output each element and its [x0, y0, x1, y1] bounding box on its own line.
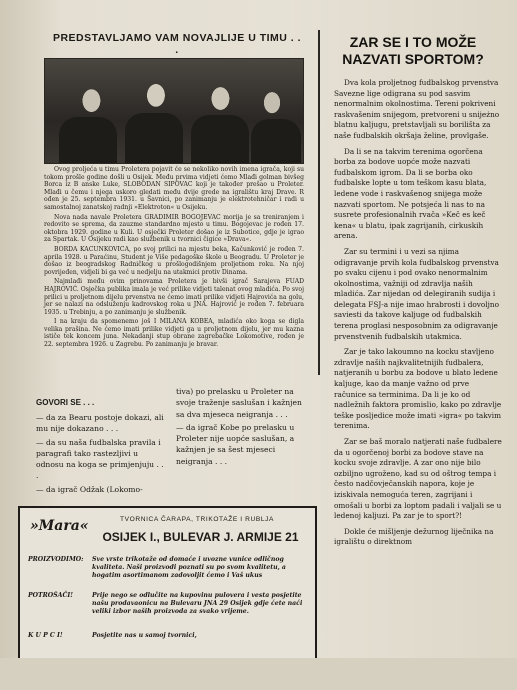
- left-article-headline: PREDSTAVLJAMO VAM NOVAJLIJE U TIMU . . .: [52, 32, 302, 56]
- right-article-paragraph: Dva kola proljetnog fudbalskog prvenstva Savezne lige odigrana su pod sasvim nenormalnim okolnostima. Tereni pokriveni raskvašenim snijegom, pretvoreni u snijeżno blatnu kaljugu, pretstavljali su borilišta za naše fudbalskih okršaja želine, provlgaše.: [334, 78, 500, 140]
- ad-row-label: K U P C I!: [28, 632, 63, 639]
- right-article-paragraph: Da li se na takvim terenima ogorčena borba za bodove uopće može nazvati fudbalskom igrom. Da li se borba oko fudbalske lopte u tom teškom kasu blata, ledene vode i raskvašenog snijega može nazvati sportom. Ne potsjeća li nas to na susrete profesionalnih rvača »Keč es keč kena« u blatu, ipak zagrijanih, cirkuskih arena.: [334, 146, 487, 241]
- left-article-body: [44, 166, 304, 351]
- govori-se-item: — da za Bearu postoje dokazi, ali mu nije dokazano . . .: [36, 413, 164, 434]
- player-figure: [125, 113, 183, 163]
- govori-se-item: — da igrač Odžak (Lokomo-: [36, 484, 143, 494]
- mara-advertisement: [18, 506, 317, 660]
- left-article-paragraph: BORDA KACUNKOVICA, po svoj prilici na mjestu beka, Kačunković je rođen 7. aprila 1928. u Paraćinu, Student je Više pedagoške škole u Beogradu. U Proleter je došao iz beogradskog Radničkog u prošlogodišnjem proljetnom roku. Na njoj povrijeđen, vidjeli bi ga već u nedjelju na utakmici protiv Dinama.: [44, 245, 304, 276]
- page-bottom-edge: [0, 658, 517, 690]
- factory-description: TVORNICA ČARAPA, TRIKOTAŽE I RUBLJA: [120, 516, 274, 523]
- ad-row-text: Sve vrste trikotaže od domaće i uvozne vunice odličnog kvaliteta. Naši proizvodi poznati su po svom kvalitetu, a hogatim asortimanom zadovoljit ćemo i Vaš ukus: [92, 556, 286, 579]
- ad-row-text: Posjetite nas u samoj tvornici,: [92, 632, 197, 639]
- right-article-paragraph: Zar je tako lakoumno na kocku stavljeno zdravlje naših najkvalitetnijih fudbalera, natjeranih u borbu za bodove u blato ledene kaljuge, kao da manje važno od prve računice sa terminima. Da li je ko od nadležnih faktora promislio, kako po zdravlje teške posljedice može imati »igra« po takvim terenima.: [334, 347, 502, 431]
- left-article-paragraph: Nova nada navale Proletera GRADIMIR BOGOJEVAC morija je sa treniranjem i redovito se sprema, da zauzme standardno mjesto u timu. Bogojevac je rođen 17. oktobra 1929. godine u Kuli. U osječki Proleter došao je iz Subotice, gdje je igrao za Spartak. U Osijeku radi kao službenik u tvornici čigice »Drava«.: [44, 213, 304, 244]
- right-article-paragraph: Zar se baš moralo natjerati naše fudbalere da u ogorčenoj borbi za bodove stave na kocku svoje zdravlje. A zar ono nije bilo ozbiljno ugroženo, kad su od oštrog tempa i često nadčovječanskih napora, koje je iziskivala nemoguća teren, zagrijani i omošali u borbi za loptom padali i valjali se u ledenoj kaljuzi. Pa zar je to sport?!: [334, 437, 502, 521]
- govori-se-heading: GOVORI SE . . .: [36, 398, 95, 407]
- right-article-paragraph: Zar su termini i u vezi sa njima odigravanje prvih kola fudbalskog prvenstva po svaku cijenu i pod ovako nenormalnim okolnostima, važniji od zdravlja naših mladića. Zar nijedan od delegiranih sudija i delegata FSJ-a nije imao hrabrosti i dovoljno saviesti da takove kaljuge od fudbalskih terena proglasi nesposobnim za odigravanje prvenstvenih fudbalskih utakmica.: [334, 246, 499, 341]
- player-figure: [251, 119, 301, 163]
- ad-row-label: PROIZVODIMO:: [28, 556, 84, 563]
- left-article-paragraph: Ovog proljeća u timu Proletera pojavit će se nekoliko novih imena igrača, koji su tokom prošle godine došli u Osijek. Među prvima vidjeti ćemo Mlađi golman bivšeg Borca iz B anske Luke, SLOBODAN SIPOVAC koji je također prešao u Proleter. Mlađi u čemu i njega uskoro gledati među dvije grede na igralištu kraj Drave. R ođen je 25. septembra 1931. u Šavnici, po zanimanju je elektrotehničar i radi u samostalnoj zanatskoj radnji »Elektroton« u Osijeku.: [44, 166, 304, 211]
- ad-row-text: Prije nego se odlučite na kupovinu pulovera i vesta posjetite našu prodavaonicu na Bulevaru JNA 29 Osijek gdje ćete naći veliki izbor naših proizvoda za svako vrijeme.: [92, 592, 303, 615]
- right-article-headline: ZAR SE I TO MOŽE NAZVATI SPORTOM?: [342, 34, 484, 67]
- right-article-paragraph: Dokle će mišljenje dežurnog liječnika na igralištu o direktnom: [334, 526, 494, 547]
- players-photo: [44, 58, 304, 164]
- ad-row-label: POTROŠAČI!: [28, 592, 73, 599]
- mara-logo: »Mara«: [30, 518, 89, 534]
- left-article-paragraph: Najmlađi među ovim prinovama Proletera je bivši igrač Sarajeva FUAD HAJROVIĆ. Osječka publika imala je već prilike vidjeti talenat ovog mladića. Po svoj prilici u proljetnom dijelu prvenstva ne ćemo imati prilike vidjeti Hajrovića na golu, jer se nalazi na odsluženju kadrovskog roka u JNA. Hajrović je rođen 7. februara 1935. u Trebinju, a po zanimanju je službenik.: [44, 278, 304, 316]
- factory-address: OSIJEK I., BULEVAR J. ARMIJE 21: [102, 530, 299, 544]
- govori-se-item: — da igrač Kobe po prelasku u Proleter nije uopće saslušan, a kažnjen je sa šest mjeseci neigranja . . .: [176, 422, 295, 466]
- govori-se-column-1: [36, 412, 164, 497]
- player-figure: [59, 117, 117, 163]
- govori-se-column-2: [176, 386, 304, 469]
- govori-se-item: tiva) po prelasku u Proleter na svoje traženje saslušan i kažnjen sa dva mjeseca neigranja . . .: [176, 387, 302, 419]
- right-article-body: [334, 78, 502, 553]
- left-article-paragraph: I na kraju da spomenemo još I MILANA KOBEA, mladića oko koga se digla velika prašina. Ne ćemo imati prilike vidjeti ga u proljetnom dijelu, jer mu kazna ističe tek koncem juna. Nekadanji stup obrane zagrebačke Lokomotive, rođen je 22. septembra 1926. u Zagrebu. Po zanimanju je bravar.: [44, 318, 304, 349]
- column-divider: [318, 30, 320, 375]
- player-figure: [191, 115, 249, 163]
- govori-se-item: — da su naša fudbalska pravila i paragrafi tako rastezljivi u odnosu na koga se primjenjuju . . .: [36, 437, 164, 481]
